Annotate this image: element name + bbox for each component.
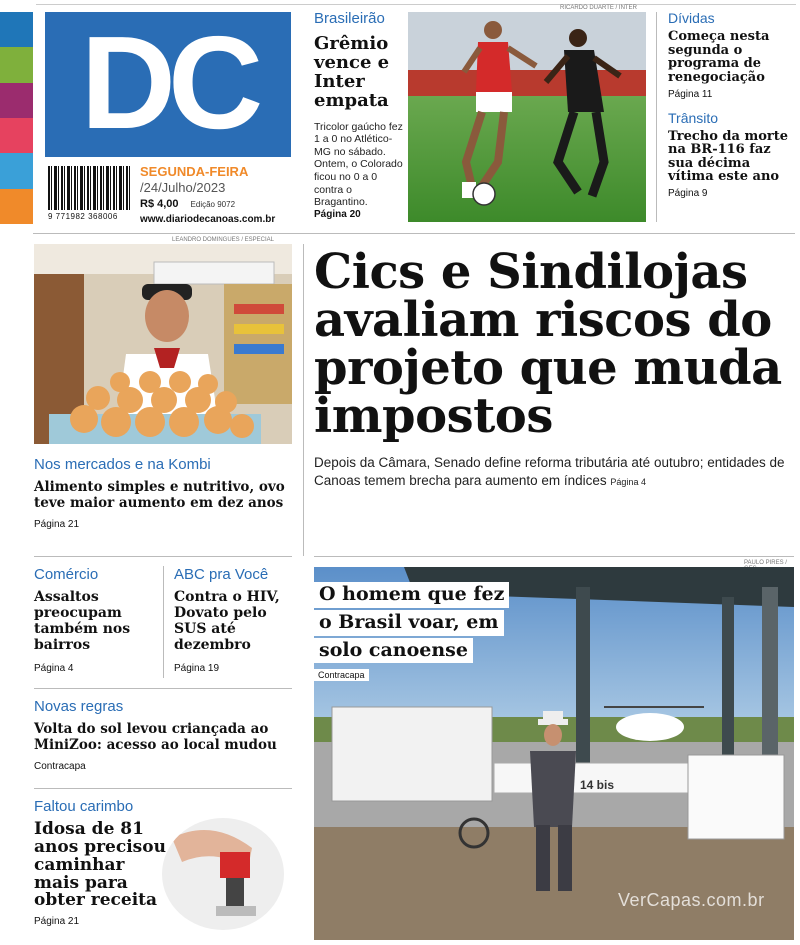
- market-photo-credit: LEANDRO DOMINGUES / ESPECIAL: [172, 237, 275, 243]
- sidebar-item-dividas[interactable]: [668, 10, 792, 100]
- main-story[interactable]: [314, 244, 796, 490]
- aviation-tag-line-2: o Brasil voar, em: [314, 610, 504, 636]
- brief-page: Página 4: [34, 663, 74, 675]
- football-illustration: [408, 12, 646, 222]
- main-rule: [314, 556, 794, 557]
- sidebar-kicker: Trânsito: [668, 109, 719, 126]
- top-rule: [36, 4, 796, 5]
- left-rule-3: [34, 788, 292, 789]
- market-kicker: Nos mercados e na Kombi: [34, 456, 211, 473]
- market-headline: Alimento simples e nutritivo, ovo teve maior aumento em dez anos: [34, 479, 285, 512]
- top-story: [314, 10, 404, 220]
- brief-divider: [163, 566, 164, 678]
- main-page: Página 4: [610, 477, 646, 488]
- main-deck-wrap: [314, 454, 796, 490]
- brief-kicker: ABC pra Você: [174, 566, 269, 583]
- left-rule-2: [34, 688, 292, 689]
- sidebar-headline: Começa nesta segunda o programa de renegociação: [668, 29, 770, 85]
- aviation-page: Contracapa: [314, 669, 369, 681]
- main-headline: Cics e Sindilojas avaliam riscos do projeto que muda impostos: [314, 244, 782, 444]
- stamp-kicker: Faltou carimbo: [34, 798, 134, 815]
- stamp-headline: Idosa de 81 anos precisou caminhar mais para obter receita: [34, 819, 166, 911]
- aviation-tag-line-1: O homem que fez: [314, 582, 509, 608]
- sidebar-kicker: Dívidas: [668, 10, 715, 26]
- market-photo[interactable]: [34, 244, 292, 444]
- price-label: R$ 4,00: [140, 198, 179, 210]
- market-story[interactable]: [34, 456, 296, 530]
- new-rules-headline: Volta do sol levou criançada ao MiniZoo: acesso ao local mudou: [34, 721, 277, 754]
- sidebar-page: Página 9: [668, 188, 708, 200]
- new-rules-page: Contracapa: [34, 761, 86, 773]
- date-label: /24/Julho/2023: [140, 180, 226, 195]
- logo-text: DC: [80, 8, 256, 156]
- stamp-photo[interactable]: [162, 818, 284, 930]
- date-block: [140, 164, 292, 225]
- top-story-headline[interactable]: Grêmio vence e Inter empata: [314, 33, 390, 111]
- strip-green: [0, 47, 33, 82]
- brief-page: Página 19: [174, 663, 220, 675]
- plane-marking: 14 bis: [580, 778, 615, 792]
- sidebar-page: Página 11: [668, 88, 713, 100]
- stamp-illustration: [162, 818, 284, 930]
- market-page: Página 21: [34, 519, 80, 531]
- masthead-rule: [33, 233, 795, 234]
- sidebar-item-transito[interactable]: [668, 110, 792, 200]
- football-photo-credit: RICARDO DUARTE / INTER: [560, 5, 637, 11]
- strip-pink: [0, 118, 33, 153]
- strip-orange: [0, 189, 33, 224]
- day-label: SEGUNDA-FEIRA: [140, 164, 249, 179]
- brief-comercio[interactable]: [34, 566, 158, 674]
- brief-headline: Contra o HIV, Dovato pelo SUS até dezembro: [174, 589, 280, 654]
- sidebar-divider: [656, 12, 657, 222]
- sidebar-headline: Trecho da morte na BR-116 faz sua décima vítima este ano: [668, 128, 789, 185]
- brief-kicker: Comércio: [34, 566, 99, 583]
- logo[interactable]: [45, 8, 291, 157]
- strip-blue: [0, 12, 33, 47]
- sidebar-right: [668, 10, 792, 199]
- color-strip: [0, 12, 33, 224]
- barcode: [48, 166, 132, 222]
- strip-cyan: [0, 153, 33, 188]
- top-story-kicker: Brasileirão: [314, 10, 385, 27]
- football-photo[interactable]: [408, 12, 646, 222]
- website-link[interactable]: www.diariodecanoas.com.br: [140, 214, 276, 225]
- market-illustration: [34, 244, 292, 444]
- aviation-tag-line-3: solo canoense: [314, 638, 473, 664]
- brief-abc[interactable]: [174, 566, 296, 674]
- edition-label: Edição 9072: [190, 200, 236, 209]
- aviation-tag[interactable]: [314, 582, 509, 683]
- watermark: VerCapas.com.br: [618, 890, 765, 910]
- barcode-number: 9 771982 368006: [48, 212, 118, 221]
- main-deck: Depois da Câmara, Senado define reforma tributária até outubro; entidades de Canoas temem brecha para aumento em índices: [314, 455, 785, 489]
- column-divider: [303, 244, 304, 556]
- barcode-bars: [48, 166, 132, 210]
- strip-purple: [0, 83, 33, 118]
- top-story-body: Tricolor gaúcho fez 1 a 0 no Atlético-MG no sábado. Ontem, o Colorado ficou no 0 a 0 contra o Bragantino.: [314, 120, 403, 209]
- brief-headline: Assaltos preocupam também nos bairros: [34, 589, 131, 654]
- stamp-page: Página 21: [34, 916, 80, 928]
- top-story-page: Página 20: [314, 208, 361, 220]
- aviation-photo-credit: PAULO PIRES /: [744, 560, 787, 566]
- left-rule-1: [34, 556, 292, 557]
- new-rules-kicker: Novas regras: [34, 698, 124, 715]
- new-rules-story[interactable]: [34, 698, 296, 772]
